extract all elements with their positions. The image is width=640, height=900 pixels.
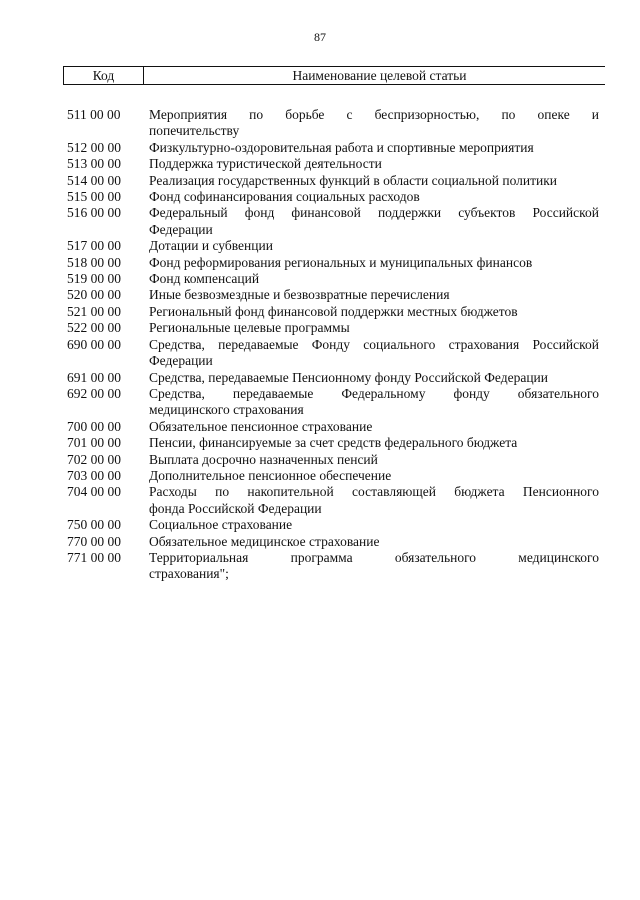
row-name-line: Фонд компенсаций: [149, 271, 260, 287]
row-name: [149, 435, 599, 451]
row-name: [149, 534, 599, 550]
row-name-line: Фонд софинансирования социальных расходов: [149, 189, 420, 205]
row-name-line: Территориальная программа обязательного медицинского: [149, 549, 599, 565]
row-name-line: Физкультурно-оздоровительная работа и спортивные мероприятия: [149, 139, 534, 155]
row-name-line: Средства, передаваемые Федеральному фонду обязательного: [149, 385, 599, 401]
row-name: [149, 484, 599, 517]
row-name-line: Региональный фонд финансовой поддержки местных бюджетов: [149, 303, 518, 319]
table-row: [67, 534, 599, 550]
row-name-line: Фонд реформирования региональных и муниципальных финансов: [149, 254, 533, 270]
row-code: 511 00 00: [67, 107, 121, 122]
row-name: [149, 320, 599, 336]
row-code: 513 00 00: [67, 156, 121, 172]
row-name-line: Средства, передаваемые Пенсионному фонду Российской Федерации: [149, 369, 548, 385]
row-name: [149, 107, 599, 140]
row-name-continuation: медицинского страхования: [149, 402, 304, 418]
row-name: [149, 517, 599, 533]
row-code: 520 00 00: [67, 287, 121, 303]
row-name: [149, 337, 599, 370]
row-name: [149, 189, 599, 205]
row-code: 704 00 00: [67, 484, 121, 500]
row-name: [149, 386, 599, 419]
table-row: [67, 255, 599, 271]
row-code: 703 00 00: [67, 467, 121, 483]
row-code: 700 00 00: [67, 418, 121, 434]
row-code: 771 00 00: [67, 549, 121, 565]
table-header: [63, 66, 605, 85]
row-name-line: Мероприятия по борьбе с беспризорностью, по опеке и: [149, 107, 599, 122]
row-code: 517 00 00: [67, 238, 121, 254]
row-name: [149, 205, 599, 238]
table-row: [67, 550, 599, 583]
table-row: [67, 320, 599, 336]
row-code: 750 00 00: [67, 517, 121, 533]
row-name-continuation: попечительству: [149, 123, 240, 139]
row-code: 522 00 00: [67, 320, 121, 336]
table-row: [67, 156, 599, 172]
row-code: 519 00 00: [67, 271, 121, 287]
row-name-line: Пенсии, финансируемые за счет средств федерального бюджета: [149, 435, 518, 451]
table-row: [67, 337, 599, 370]
table-row: [67, 435, 599, 451]
table-row: [67, 287, 599, 303]
row-name-continuation: Федерации: [149, 221, 213, 237]
table-row: [67, 452, 599, 468]
row-name-line: Обязательное медицинское страхование: [149, 533, 380, 549]
row-code: 516 00 00: [67, 205, 121, 221]
row-name: [149, 156, 599, 172]
table-row: [67, 468, 599, 484]
row-name-line: Средства, передаваемые Фонду социального страхования Российской: [149, 336, 599, 352]
row-code: 692 00 00: [67, 385, 121, 401]
table-row: [67, 271, 599, 287]
table-row: [67, 484, 599, 517]
row-name: [149, 255, 599, 271]
row-name-continuation: страхования";: [149, 566, 229, 582]
row-name: [149, 304, 599, 320]
table-row: [67, 173, 599, 189]
table-row: [67, 107, 599, 140]
row-code: 770 00 00: [67, 533, 121, 549]
row-name: [149, 468, 599, 484]
target-article-list: [67, 107, 599, 583]
table-row: [67, 517, 599, 533]
table-row: [67, 238, 599, 254]
row-name-line: Поддержка туристической деятельности: [149, 156, 382, 172]
row-name: [149, 287, 599, 303]
row-name: [149, 140, 599, 156]
row-name-line: Дополнительное пенсионное обеспечение: [149, 467, 392, 483]
row-name: [149, 550, 599, 583]
row-name: [149, 419, 599, 435]
page-number: 87: [314, 30, 326, 44]
row-name: [149, 370, 599, 386]
row-code: 514 00 00: [67, 172, 121, 188]
table-row: [67, 140, 599, 156]
table-row: [67, 205, 599, 238]
row-name-continuation: Федерации: [149, 353, 213, 369]
table-row: [67, 189, 599, 205]
table-row: [67, 386, 599, 419]
row-name-line: Дотации и субвенции: [149, 238, 273, 254]
row-name-line: Региональные целевые программы: [149, 320, 350, 336]
row-code: 521 00 00: [67, 303, 121, 319]
row-code: 512 00 00: [67, 139, 121, 155]
row-name-continuation: фонда Российской Федерации: [149, 500, 322, 516]
row-code: 702 00 00: [67, 451, 121, 467]
row-name-line: Иные безвозмездные и безвозвратные перечисления: [149, 287, 450, 303]
row-name-line: Выплата досрочно назначенных пенсий: [149, 451, 378, 467]
table-row: [67, 419, 599, 435]
row-code: 515 00 00: [67, 189, 121, 205]
table-row: [67, 370, 599, 386]
header-name-label: Наименование целевой статьи: [292, 68, 467, 83]
row-name: [149, 173, 599, 189]
row-name: [149, 238, 599, 254]
table-row: [67, 304, 599, 320]
header-code-label: Код: [64, 67, 144, 84]
row-name-line: Расходы по накопительной составляющей бюджета Пенсионного: [149, 484, 599, 500]
row-name-line: Федеральный фонд финансовой поддержки субъектов Российской: [149, 205, 599, 221]
row-code: 691 00 00: [67, 369, 121, 385]
row-name-line: Обязательное пенсионное страхование: [149, 418, 373, 434]
row-name: [149, 452, 599, 468]
row-name-line: Социальное страхование: [149, 517, 293, 533]
row-code: 690 00 00: [67, 336, 121, 352]
row-name: [149, 271, 599, 287]
row-code: 518 00 00: [67, 254, 121, 270]
row-code: 701 00 00: [67, 435, 121, 451]
row-name-line: Реализация государственных функций в области социальной политики: [149, 172, 558, 188]
